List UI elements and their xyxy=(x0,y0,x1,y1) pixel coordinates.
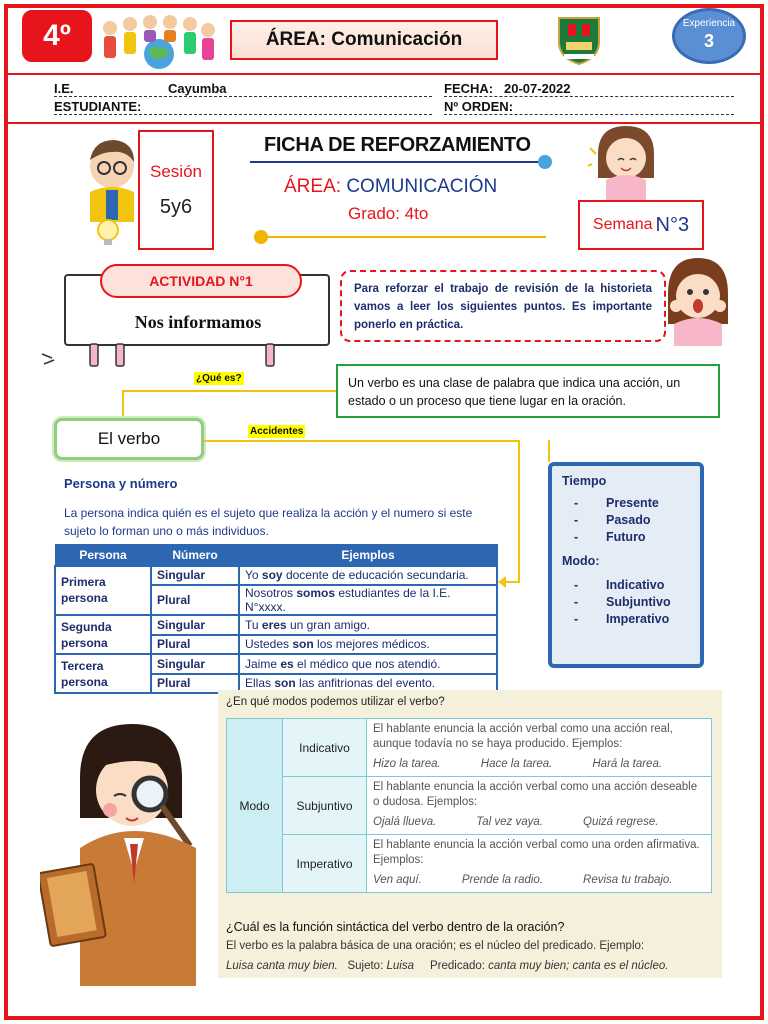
semana-label: Semana xyxy=(592,216,653,233)
list-item-text: Indicativo xyxy=(606,578,665,592)
bullet: - xyxy=(574,530,579,544)
que-es-label: ¿Qué es? xyxy=(196,373,242,384)
session-value: 5y6 xyxy=(159,196,193,218)
modo-example: Hace la tarea. xyxy=(480,758,553,770)
que-es-connector xyxy=(122,390,336,392)
ejemplo-post: estudiantes de la I.E. N°xxxx. xyxy=(245,586,451,614)
header-ejemplos: Ejemplos xyxy=(239,545,497,566)
ejemplo-cell xyxy=(239,654,497,674)
estudiante-label: ESTUDIANTE: xyxy=(54,99,142,114)
accidentes-label: Accidentes xyxy=(250,426,304,437)
nucleo-text: es el núcleo. xyxy=(603,960,669,972)
persona-cell: Primera persona xyxy=(55,566,151,616)
nucleo-verb: canta xyxy=(572,960,601,972)
grado-label: Grado: 4to xyxy=(348,204,429,223)
modos-question: ¿En qué modos podemos utilizar el verbo? xyxy=(226,696,445,708)
modo-desc-text: El hablante enuncia la acción verbal como una orden afirmativa. Ejemplos: xyxy=(373,839,700,866)
modo-example: Ojalá llueva. xyxy=(373,816,437,828)
bullet: - xyxy=(574,513,579,527)
modo-title: Modo: xyxy=(562,554,600,568)
title-underline-dot xyxy=(538,155,552,169)
bullet: - xyxy=(574,496,579,510)
modos-table xyxy=(226,718,712,893)
experience-number: 3 xyxy=(703,31,714,51)
ejemplo-verb: eres xyxy=(261,617,287,632)
modo-example: Tal vez vaya. xyxy=(476,816,543,828)
ejemplo-post: un gran amigo. xyxy=(286,617,370,632)
que-es-connector-vertical xyxy=(122,390,124,420)
funcion-question: ¿Cuál es la función sintáctica del verbo dentro de la oración? xyxy=(226,920,565,934)
ejemplo-pre: Jaime xyxy=(245,656,281,671)
ejemplo-cell xyxy=(239,635,497,655)
modo-example: Hará la tarea. xyxy=(592,758,663,770)
modo-example: Ven aquí. xyxy=(373,874,422,886)
worksheet-title: FICHA DE REFORZAMIENTO xyxy=(264,134,531,156)
funcion-example-sentence: Luisa canta muy bien. xyxy=(226,960,338,972)
modo-example: Revisa tu trabajo. xyxy=(583,874,673,886)
ejemplo-pre: Tu xyxy=(245,617,262,632)
arrow-left-icon xyxy=(498,576,506,588)
modo-name-cell: Subjuntivo xyxy=(283,777,367,835)
modo-desc-cell xyxy=(367,835,712,893)
ejemplo-post: docente de educación secundaria. xyxy=(282,568,469,583)
table-row xyxy=(55,615,497,635)
area-prefix: ÁREA: xyxy=(265,29,326,50)
bullet: - xyxy=(574,578,579,592)
orden-label: Nº ORDEN: xyxy=(444,99,514,114)
modo-desc-text: El hablante enuncia la acción verbal como una acción deseable o dudosa. Ejemplos: xyxy=(373,781,698,808)
bullet: - xyxy=(574,595,579,609)
modo-desc-cell xyxy=(367,719,712,777)
predicado-label: Predicado: xyxy=(429,960,485,972)
persona-cell: Segunda persona xyxy=(55,615,151,654)
girl-illustration xyxy=(588,124,662,204)
funcion-example xyxy=(226,960,668,972)
modo-example: Prende la radio. xyxy=(461,874,544,886)
persona-numero-title: Persona y número xyxy=(64,476,178,491)
modos-panel xyxy=(218,690,722,978)
list-item-text: Futuro xyxy=(606,530,646,544)
numero-cell: Plural xyxy=(151,585,239,615)
list-item xyxy=(574,612,690,626)
fecha-dotted-line xyxy=(444,96,734,97)
tiempo-list xyxy=(562,496,690,544)
list-item-text: Subjuntivo xyxy=(606,595,671,609)
session-area-name: COMUNICACIÓN xyxy=(346,176,498,197)
estudiante-dotted-line xyxy=(54,114,432,115)
table-row xyxy=(227,719,712,777)
modo-desc-cell xyxy=(367,777,712,835)
list-item xyxy=(574,496,690,510)
modo-name-cell: Imperativo xyxy=(283,835,367,893)
ejemplo-post: las anfitrionas del evento. xyxy=(295,676,436,691)
accidentes-connector-vertical xyxy=(518,440,520,582)
modo-desc-text: El hablante enuncia la acción verbal como una acción real, aunque todavía no se haya producido. Ejemplos: xyxy=(373,723,673,750)
modo-examples xyxy=(373,873,705,888)
table-row xyxy=(55,566,497,586)
ejemplo-pre: Nosotros xyxy=(245,586,297,600)
ie-value: Cayumba xyxy=(168,81,227,96)
funcion-text: El verbo es la palabra básica de una oración; es el núcleo del predicado. Ejemplo: xyxy=(226,940,645,952)
ejemplo-pre: Ellas xyxy=(245,676,275,691)
area-name: Comunicación xyxy=(331,29,463,50)
numero-cell: Plural xyxy=(151,674,239,694)
ejemplo-pre: Yo xyxy=(245,568,262,583)
bullet: - xyxy=(574,612,579,626)
ejemplo-verb: es xyxy=(280,656,294,671)
ejemplo-cell xyxy=(239,585,497,615)
table-row xyxy=(55,654,497,674)
grado-underline xyxy=(266,236,546,238)
area-banner xyxy=(230,20,498,60)
verb-definition-box: Un verbo es una clase de palabra que indica una acción, un estado o un proceso que tiene lugar en la oración. xyxy=(336,364,720,418)
ie-dotted-line xyxy=(54,96,432,97)
session-area xyxy=(284,176,497,198)
ejemplo-post: el médico que nos atendió. xyxy=(293,656,441,671)
tiempo-modo-box xyxy=(548,462,704,668)
header-persona: Persona xyxy=(55,545,151,566)
semana-value: N°3 xyxy=(655,213,690,236)
children-illustration xyxy=(96,10,222,70)
list-item xyxy=(574,595,690,609)
activity-subtitle: Nos informamos xyxy=(134,312,262,332)
tiempo-connector xyxy=(548,440,550,462)
grade-badge: 4º xyxy=(22,10,92,62)
board-pins-decoration xyxy=(40,342,290,370)
session-area-prefix: ÁREA: xyxy=(284,176,342,197)
fecha-label: FECHA: xyxy=(444,81,494,96)
table-row xyxy=(227,835,712,893)
sujeto-label: Sujeto: xyxy=(347,960,384,972)
ejemplo-post: los mejores médicos. xyxy=(313,637,430,652)
modo-key-cell: Modo xyxy=(227,719,283,893)
conjugation-table xyxy=(54,544,498,694)
ejemplo-cell xyxy=(239,615,497,635)
experience-label: Experiencia xyxy=(682,18,736,29)
list-item-text: Pasado xyxy=(606,513,651,527)
accidentes-connector xyxy=(204,440,520,442)
orden-dotted-line xyxy=(444,114,734,115)
ejemplo-verb: son xyxy=(292,637,314,652)
school-crest-icon xyxy=(556,14,602,66)
semana-box xyxy=(578,200,704,250)
persona-numero-text: La persona indica quién es el sujeto que realiza la acción y el numero si este sujeto lo forman uno o más individuos. xyxy=(64,506,473,538)
activity-label: ACTIVIDAD N°1 xyxy=(100,264,302,298)
ejemplo-pre: Ustedes xyxy=(245,637,293,652)
modo-name-cell: Indicativo xyxy=(283,719,367,777)
list-item xyxy=(574,513,690,527)
table-row xyxy=(227,777,712,835)
ejemplo-verb: somos xyxy=(296,586,336,600)
modo-example: Hizo la tarea. xyxy=(373,758,441,770)
surprised-girl-illustration xyxy=(660,254,736,346)
ejemplo-verb: son xyxy=(274,676,296,691)
ie-label: I.E. xyxy=(54,81,74,96)
ejemplo-verb: soy xyxy=(261,568,283,583)
experience-badge xyxy=(672,8,746,64)
numero-cell: Plural xyxy=(151,635,239,655)
predicado-value: canta muy bien; xyxy=(488,960,570,972)
activity-intro-box: Para reforzar el trabajo de revisión de la historieta vamos a leer los siguientes puntos. Es importante ponerlo en práctica. xyxy=(340,270,666,342)
tiempo-title: Tiempo xyxy=(562,474,607,488)
session-label: Sesión xyxy=(150,162,202,181)
list-item xyxy=(574,578,690,592)
list-item xyxy=(574,530,690,544)
detective-girl-illustration xyxy=(40,718,216,986)
teacher-illustration xyxy=(72,130,138,248)
fecha-value: 20-07-2022 xyxy=(504,81,571,96)
sujeto-value: Luisa xyxy=(386,960,414,972)
list-item-text: Presente xyxy=(606,496,659,510)
list-item-text: Imperativo xyxy=(606,612,670,626)
accidentes-connector-end xyxy=(504,581,520,583)
modo-examples xyxy=(373,757,705,772)
ejemplo-cell xyxy=(239,566,497,586)
numero-cell: Singular xyxy=(151,566,239,586)
header-numero: Número xyxy=(151,545,239,566)
modo-list xyxy=(562,578,690,626)
numero-cell: Singular xyxy=(151,654,239,674)
title-underline xyxy=(250,161,540,163)
modo-examples xyxy=(373,815,705,830)
header-divider xyxy=(8,73,760,75)
el-verbo-box: El verbo xyxy=(54,418,204,460)
modo-example: Quizá regrese. xyxy=(583,816,659,828)
numero-cell: Singular xyxy=(151,615,239,635)
session-box xyxy=(138,130,214,250)
persona-cell: Tercera persona xyxy=(55,654,151,693)
